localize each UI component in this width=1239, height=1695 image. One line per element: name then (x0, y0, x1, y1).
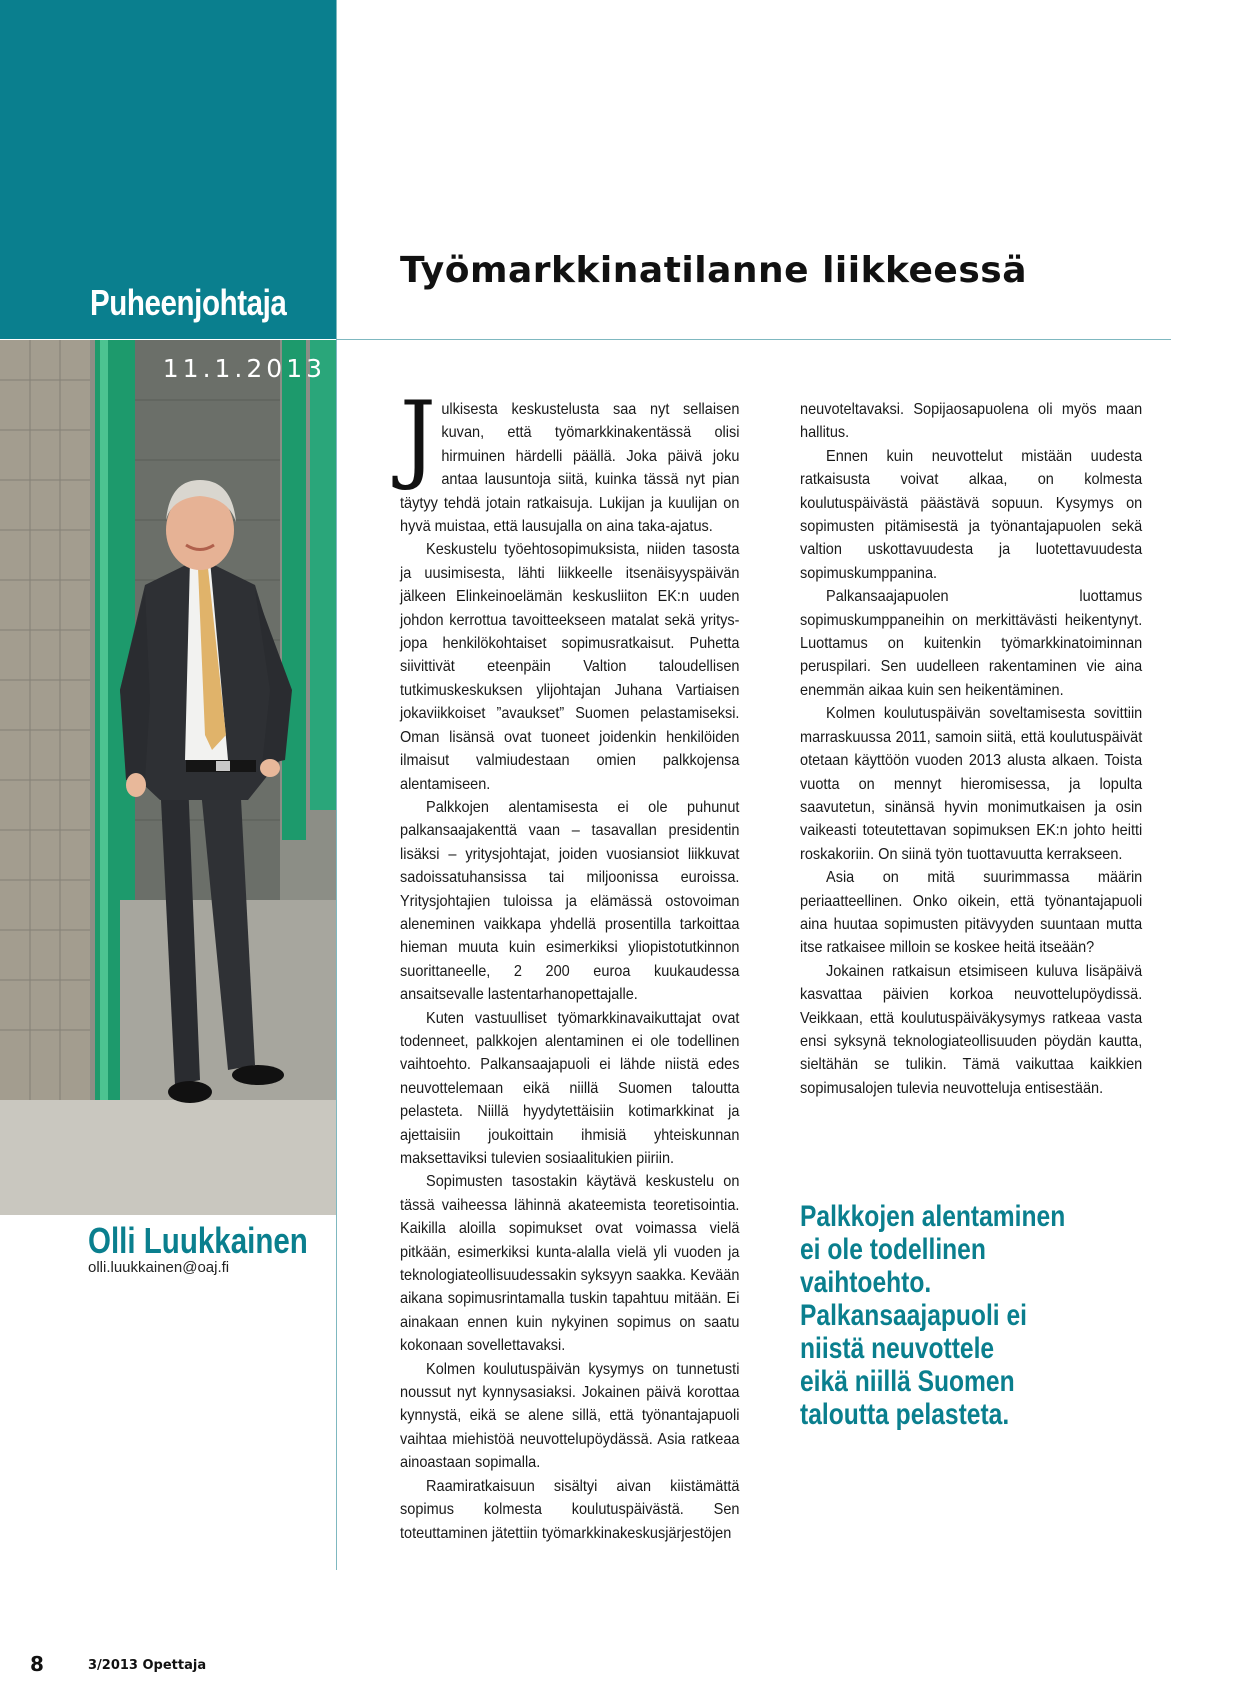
paragraph: Raamiratkaisuun sisältyi aivan kiistämättä sopimus kolmesta koulutuspäivästä. Sen toteuttaminen jätettiin työmarkkinakeskusjärjestöjen (400, 1477, 740, 1542)
paragraph: Julkisesta keskustelusta saa nyt sellaisen kuvan, että työmarkkinakentässä olisi hirmuinen härdelli päällä. Joka päivä joku antaa lausuntoja siitä, kuinka tässä nyt pian täytyy tehdä jotain ratkaisuja. Lukijan ja kuulijan on hyvä muistaa, että lausujalla on aina taka-ajatus. (400, 381, 740, 536)
paragraph: Keskustelu työehtosopimuksista, niiden tasosta ja uusimisesta, lähti liikkeelle itsenäisyyspäivän jälkeen Elinkeinoelämän keskusliiton EK:n uuden johdon kerrottua tavoitteekseen matalat sekä yritys- jopa henkilökohtaiset sopimusratkaisut. Puhetta siivittivät eteenpäin Valtion taloudellisen tutkimuskeskuksen ylijohtajan Juhana Vartiaisen jokaviikkoiset ”avaukset” Suomen pelastamiseksi. Oman lisänsä ovat tuoneet joidenkin henkilöiden ilmaisut valmiudestaan omien palkkojensa alentamiseen. (400, 541, 740, 793)
pull-quote-line: vaihtoehto. (800, 1266, 932, 1299)
pull-quote-line: Palkansaajapuoli ei (800, 1299, 1027, 1332)
paragraph: Kuten vastuulliset työmarkkinavaikuttajat ovat todenneet, palkkojen alentaminen ei ole todellinen vaihtoehto. Palkansaajapuoli ei lähde niistä edes neuvottelemaan eikä niillä Suomen taloutta pelasteta. Niillä hyydytettäisiin kotimarkkinat ja ajettaisiin joukoittain ihmisiä yhteiskunnan maksettaviksi tulevien sosiaalitukien piiriin. (400, 1009, 740, 1167)
article-column-2 (800, 398, 1142, 1100)
paragraph: Kolmen koulutuspäivän soveltamisesta sovittiin marraskuussa 2011, samoin siitä, että koulutuspäivät otetaan käyttöön vuoden 2013 alusta alkaen. Toista vuotta on mennyt hieromisessa, ja lopulta saavutetun, sinänsä hyvin monimutkaisen ja osin vaikeasti toteutettavan sopimuksen EK:n johto heitti roskakoriin. On siinä työn tuottavuutta kerrakseen. (800, 705, 1143, 863)
paragraph: Kolmen koulutuspäivän kysymys on tunnetusti noussut nyt kynnysasiaksi. Jokainen päivä korottaa kynnystä, eikä se alene sillä, että työnantajapuoli vaihtaa miehistöä neuvottelupöydässä. Asia ratkeaa ainoastaan sopimalla. (400, 1360, 740, 1472)
paragraph: Sopimusten tasostakin käytävä keskustelu on tässä vaiheessa lähinnä akateemista teoretisointia. Kaikilla aloilla sopimukset ovat voimassa vielä pitkään, esimerkiksi kunta-alalla vielä yli vuoden ja teknologiateollisuudessakin syksyyn saakka. Kevään aikana sopimusrintamalla tuskin tapahtuu mitään. Ei ainakaan ennen kuin nykyinen sopimus on saatu kokonaan sovellettavaksi. (400, 1173, 740, 1355)
author-name: Olli Luukkainen (88, 1220, 308, 1261)
magazine-issue: 3/2013 Opettaja (88, 1658, 207, 1673)
pull-quote-line: Palkkojen alentaminen (800, 1200, 1066, 1233)
article-column-1 (400, 381, 740, 1545)
paragraph: Palkkojen alentamisesta ei ole puhunut palkansaajakenttä vaan – tasavallan presidentin lisäksi – yritysjohtajat, joiden vuosiansiot liikkuvat sadoissatuhansissa tai miljoonissa euroissa. Yritysjohtajien tuloissa ja elämässä ostovoiman aleneminen vaikkapa yhdellä prosentilla tarkoittaa hieman muuta kuin esimerkiksi yliopistotutkinnon suorittaneelle, 2 200 euroa kuukaudessa ansaitsevalle lastentarhanopettajalle. (400, 798, 740, 1004)
title-rule (337, 339, 1171, 340)
pull-quote-line: niistä neuvottele (800, 1332, 995, 1365)
pull-quote-line: eikä niillä Suomen (800, 1365, 1015, 1398)
paragraph: Jokainen ratkaisun etsimiseen kuluva lisäpäivä kasvattaa päivien korkoa neuvottelupöydissä. Veikkaan, että koulutuspäiväkysymys ratkeaa vasta ensi syksynä teknologiateollisuuden pöydän kautta, sieltähän se tulikin. Tämä vaikuttaa kaikkien sopimusalojen tulevia neuvotteluja entisestään. (800, 962, 1143, 1097)
pull-quote (800, 1200, 1103, 1431)
section-label: Puheenjohtaja (90, 282, 287, 323)
pull-quote-line: ei ole todellinen (800, 1233, 986, 1266)
paragraph: Asia on mitä suurimmassa määrin periaatteellinen. Onko oikein, että työnantajapuoli aina huutaa sopimusten pitävyyden suuntaan mutta itse ratkaisee milloin se koskee heitä itseään? (800, 869, 1143, 957)
drop-cap: J (400, 381, 436, 493)
column-divider (336, 0, 337, 1570)
article-title: Työmarkkinatilanne liikkeessä (400, 250, 1027, 291)
paragraph: Ennen kuin neuvottelut mistään uudesta ratkaisusta voivat alkaa, on kolmesta koulutuspäivästä päästävä sopuun. Kysymys on sopimusten pitämisestä ja työnantajapuolen sekä valtion uskottavuudesta ja luotettavuudesta sopimuskumppanina. (800, 447, 1143, 582)
paragraph: Palkansaajapuolen luottamus sopimuskumppaneihin on merkittävästi heikentynyt. Luottamus on kuitenkin työmarkkinatoiminnan peruspilari. Sen uudelleen rakentaminen vie aina enemmän aikaa kuin sen heikentäminen. (800, 588, 1143, 699)
paragraph: neuvoteltavaksi. Sopijaosapuolena oli myös maan hallitus. (800, 401, 1143, 442)
author-email[interactable]: olli.luukkainen@oaj.fi (88, 1259, 230, 1276)
pull-quote-line: taloutta pelasteta. (800, 1398, 1010, 1431)
date-label: 11.1.2013 (162, 354, 326, 383)
author-photo-illustration (0, 340, 336, 1215)
page-number: 8 (30, 1652, 44, 1676)
author-photo (0, 340, 336, 1215)
section-header-block (0, 0, 336, 339)
